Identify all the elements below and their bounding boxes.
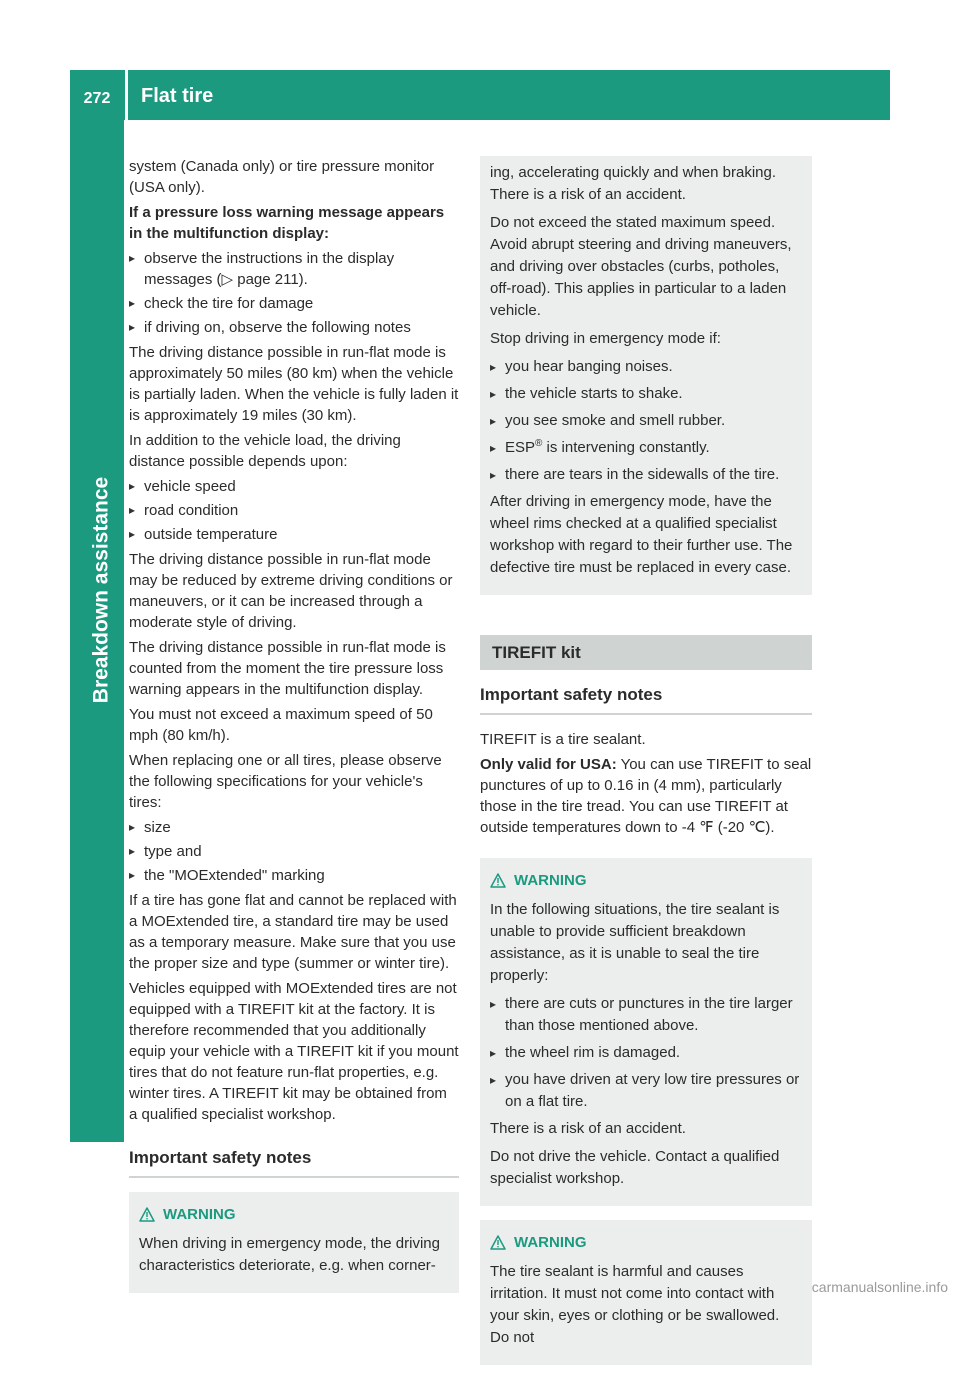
side-tab-label: Breakdown assistance <box>89 476 113 704</box>
paragraph: The driving distance possible in run-flat mode may be reduced by extreme driving conditions or maneuvers, or it can be increased through a moderate style of driving. <box>129 551 453 631</box>
left-column <box>129 156 459 1301</box>
warning-triangle-icon <box>490 873 506 888</box>
list-item: ▸ you see smoke and smell rubber. <box>490 410 802 432</box>
warning-triangle-icon <box>490 1235 506 1250</box>
paragraph: The driving distance possible in run-flat mode is counted from the moment the tire pressure loss warning appears in the multifunction display. <box>129 639 446 698</box>
registered-mark: ® <box>535 438 543 449</box>
footer-url: carmanualsonline.info <box>811 1279 948 1295</box>
esp-suffix: is intervening constantly. <box>542 439 710 456</box>
paragraph: Vehicles equipped with MOExtended tires are not equipped with a TIREFIT kit at the factory. It is therefore recommended that you additionally equip your vehicle with a TIREFIT kit if you mount tires that do not feature run-flat properties, e.g. winter tires. A TIREFIT kit may be obtained from a qualified specialist workshop. <box>129 980 459 1123</box>
warning-triangle-icon <box>139 1207 155 1222</box>
list-item: ▸ size <box>129 817 459 838</box>
warning-header <box>490 1232 802 1253</box>
paragraph: If a tire has gone flat and cannot be replaced with a MOExtended tire, a standard tire may be used as a temporary measure. Make sure that you use the proper size and type (summer or winter tire). <box>129 892 457 972</box>
warning-text: When driving in emergency mode, the driving characteristics deteriorate, e.g. when corner- <box>139 1235 440 1274</box>
list-item: ▸ type and <box>129 841 459 862</box>
paragraph: There is a risk of an accident. <box>490 1120 686 1137</box>
section-title: Important safety notes <box>129 1147 459 1178</box>
list-item: ▸ if driving on, observe the following notes <box>129 317 459 338</box>
bullet-list <box>129 817 459 886</box>
list-item: ▸ check the tire for damage <box>129 293 459 314</box>
section-title: Important safety notes <box>480 684 812 715</box>
warning-box <box>480 1220 812 1365</box>
warning-label: WARNING <box>163 1206 236 1223</box>
paragraph: TIREFIT is a tire sealant. <box>480 731 646 748</box>
warning-header <box>139 1204 449 1225</box>
paragraph: After driving in emergency mode, have the wheel rims checked at a qualified specialist workshop with regard to their further use. The defective tire must be replaced in every case. <box>490 493 793 576</box>
list-item: ▸ vehicle speed <box>129 476 459 497</box>
list-item: ▸ the vehicle starts to shake. <box>490 383 802 405</box>
list-item: ▸ you have driven at very low tire pressures or on a flat tire. <box>490 1069 802 1113</box>
page-title: Flat tire <box>141 85 214 107</box>
list-item: ▸ road condition <box>129 500 459 521</box>
paragraph: You must not exceed a maximum speed of 50 mph (80 km/h). <box>129 706 433 744</box>
list-item-esp <box>490 437 802 459</box>
paragraph: The tire sealant is harmful and causes irritation. It must not come into contact with your skin, eyes or clothing or be swallowed. Do not <box>490 1263 780 1346</box>
warning-box-continued <box>480 156 812 595</box>
page-number: 272 <box>83 90 111 107</box>
list-item: ▸ there are cuts or punctures in the tire larger than those mentioned above. <box>490 993 802 1037</box>
list-item: ▸ the wheel rim is damaged. <box>490 1042 802 1064</box>
list-item: ▸ there are tears in the sidewalls of the tire. <box>490 464 802 486</box>
warning-label: WARNING <box>514 872 587 889</box>
list-item: ▸ observe the instructions in the display messages (▷ page 211). <box>129 248 459 290</box>
paragraph-usa <box>480 754 812 838</box>
tirefit-kit-heading: TIREFIT kit <box>480 635 812 670</box>
paragraph: When replacing one or all tires, please observe the following specifications for your vehicle's tires: <box>129 752 442 811</box>
bullet-list <box>490 993 802 1113</box>
bullet-list <box>129 476 459 545</box>
paragraph: In the following situations, the tire sealant is unable to provide sufficient breakdown assistance, as it is unable to seal the tire properly: <box>490 901 780 984</box>
list-item: ▸ outside temperature <box>129 524 459 545</box>
paragraph: system (Canada only) or tire pressure monitor (USA only). <box>129 158 435 196</box>
right-column <box>480 156 812 1373</box>
warning-box <box>129 1192 459 1293</box>
paragraph: In addition to the vehicle load, the driving distance possible depends upon: <box>129 432 401 470</box>
header-divider <box>125 70 128 120</box>
paragraph: Stop driving in emergency mode if: <box>490 330 721 347</box>
warning-header <box>490 870 802 891</box>
list-item: ▸ the "MOExtended" marking <box>129 865 459 886</box>
paragraph: Do not exceed the stated maximum speed. Avoid abrupt steering and driving maneuvers, and driving over obstacles (curbs, potholes, off-road). This applies in particular to a laden vehicle. <box>490 214 792 319</box>
bold-heading: If a pressure loss warning message appears in the multifunction display: <box>129 204 445 242</box>
usa-label: Only valid for USA: <box>480 756 617 773</box>
paragraph: Do not drive the vehicle. Contact a qualified specialist workshop. <box>490 1148 780 1187</box>
paragraph: ing, accelerating quickly and when braking. There is a risk of an accident. <box>490 164 777 203</box>
warning-label: WARNING <box>514 1234 587 1251</box>
esp-text: ESP <box>505 439 536 456</box>
bullet-list <box>490 356 802 486</box>
warning-box <box>480 858 812 1206</box>
bullet-list <box>129 248 459 338</box>
usa-text: You can use TIREFIT to seal punctures of up to 0.16 in (4 mm), particularly those in the tire tread. You can use TIREFIT at outside temperatures down to -4 ℉ (-20 ℃). <box>480 756 812 836</box>
paragraph: The driving distance possible in run-flat mode is approximately 50 miles (80 km) when the vehicle is partially laden. When the vehicle is fully laden it is approximately 19 miles (30 km). <box>129 344 459 424</box>
list-item: ▸ you hear banging noises. <box>490 356 802 378</box>
